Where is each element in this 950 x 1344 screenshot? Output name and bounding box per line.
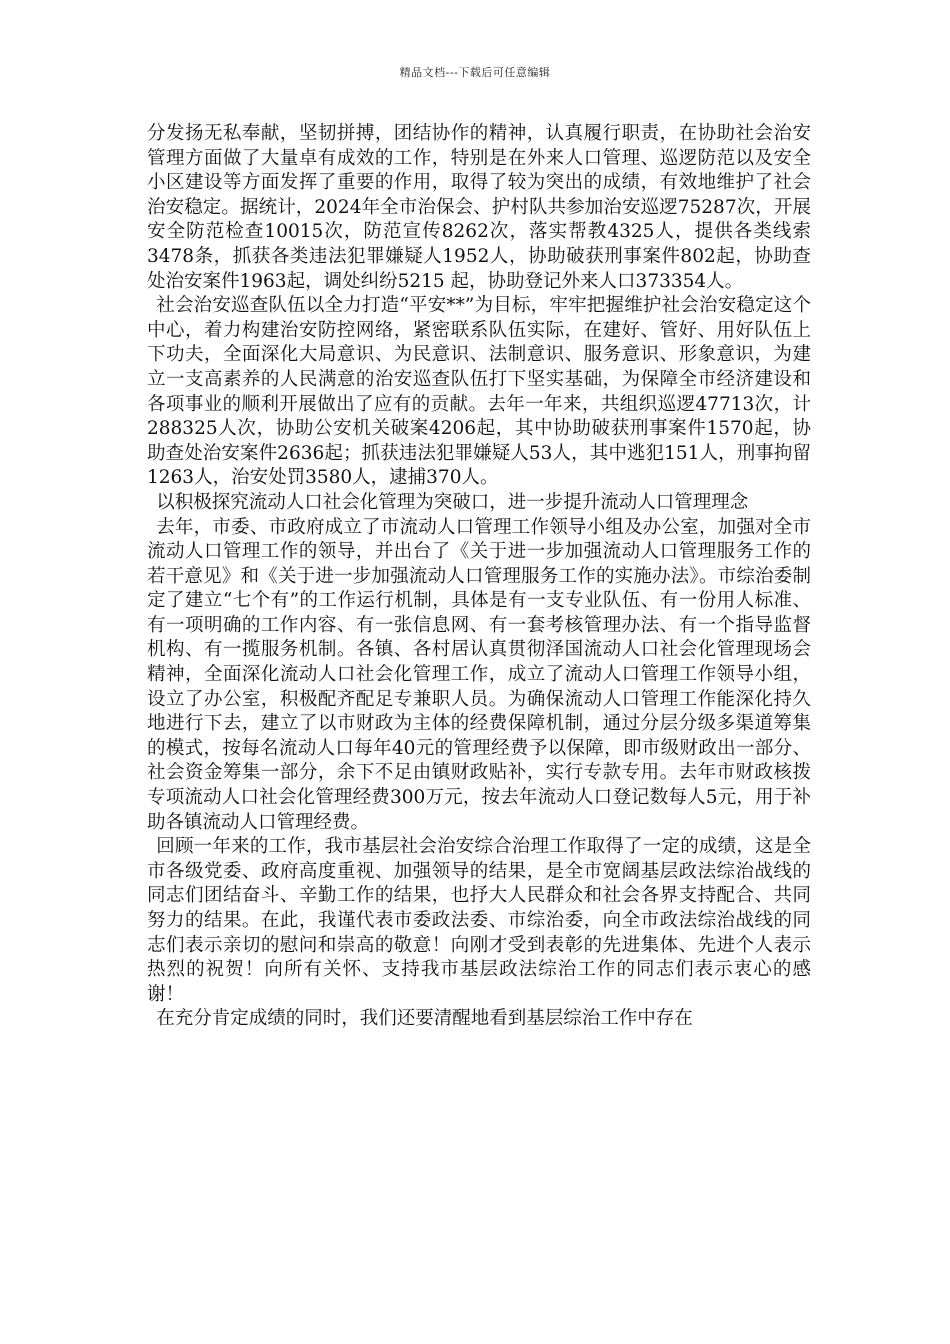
paragraph-3: 去年，市委、市政府成立了市流动人口管理工作领导小组及办公室，加强对全市流动人口管理工作的领导，并出台了《关于进一步加强流动人口管理服务工作的若干意见》和《关于进一步加强流动人口管理服务工作的实施办法》。市综治委制定了建立“七个有”的工作运行机制，具体是有一支专业队伍、有一份用人标准、有一项明确的工作内容、有一张信息网、有一套考核管理办法、有一个指导监督机构、有一揽服务机制。各镇、各村居认真贯彻泽国流动人口社会化管理现场会精神，全面深化流动人口社会化管理工作，成立了流动人口管理工作领导小组，设立了办公室，积极配齐配足专兼职人员。为确保流动人口管理工作能深化持久地进行下去，建立了以市财政为主体的经费保障机制，通过分层分级多渠道筹集的模式，按每名流动人口每年40元的管理经费予以保障，即市级财政出一部分、社会资金筹集一部分，余下不足由镇财政贴补，实行专款专用。去年市财政核拨专项流动人口社会化管理经费300万元，按去年流动人口登记数每人5元，用于补助各镇流动人口管理经费。	[147, 516, 811, 833]
paragraph-2: 社会治安巡查队伍以全力打造“平安**”为目标，牢牢把握维护社会治安稳定这个中心，着力构建治安防控网络，紧密联系队伍实际，在建好、管好、用好队伍上下功夫，全面深化大局意识、为民意识、法制意识、服务意识、形象意识，为建立一支高素养的人民满意的治安巡查队伍打下坚实基础，为保障全市经济建设和各项事业的顺利开展做出了应有的贡献。去年一年来，共组织巡逻47713次，计288325人次，协助公安机关破案4206起，其中协助破获刑事案件1570起，协助查处治安案件2636起；抓获违法犯罪嫌疑人53人，其中逃犯151人，刑事拘留1263人，治安处罚3580人，逮捕370人。	[147, 295, 811, 489]
paragraph-1: 分发扬无私奉献，坚韧拼搏，团结协作的精神，认真履行职责，在协助社会治安管理方面做了大量卓有成效的工作，特别是在外来人口管理、巡逻防范以及安全小区建设等方面发挥了重要的作用，取得了较为突出的成绩，有效地维护了社会治安稳定。据统计，2024年全市治保会、护村队共参加治安巡逻75287次，开展安全防范检查10015次，防范宣传8262次，落实帮教4325人，提供各类线索3478条，抓获各类违法犯罪嫌疑人1952人，协助破获刑事案件802起，协助查处治安案件1963起，调处纠纷5215 起，协助登记外来人口373354人。	[147, 123, 811, 292]
page-header: 精品文档---下载后可任意编辑	[399, 66, 551, 79]
section-heading: 以积极探究流动人口社会化管理为突破口，进一步提升流动人口管理理念	[156, 491, 749, 513]
paragraph-5: 在充分肯定成绩的同时，我们还要清醒地看到基层综治工作中存在	[156, 1008, 693, 1030]
document-body	[147, 122, 811, 1032]
paragraph-4: 回顾一年来的工作，我市基层社会治安综合治理工作取得了一定的成绩，这是全市各级党委、政府高度重视、加强领导的结果，是全市宽阔基层政法综治战线的同志们团结奋斗、辛勤工作的结果，也抒大人民群众和社会各界支持配合、共同努力的结果。在此，我谨代表市委政法委、市综治委，向全市政法综治战线的同志们表示亲切的慰问和崇高的敬意！向刚才受到表彰的先进集体、先进个人表示热烈的祝贺！向所有关怀、支持我市基层政法综治工作的同志们表示衷心的感谢！	[147, 836, 811, 1005]
